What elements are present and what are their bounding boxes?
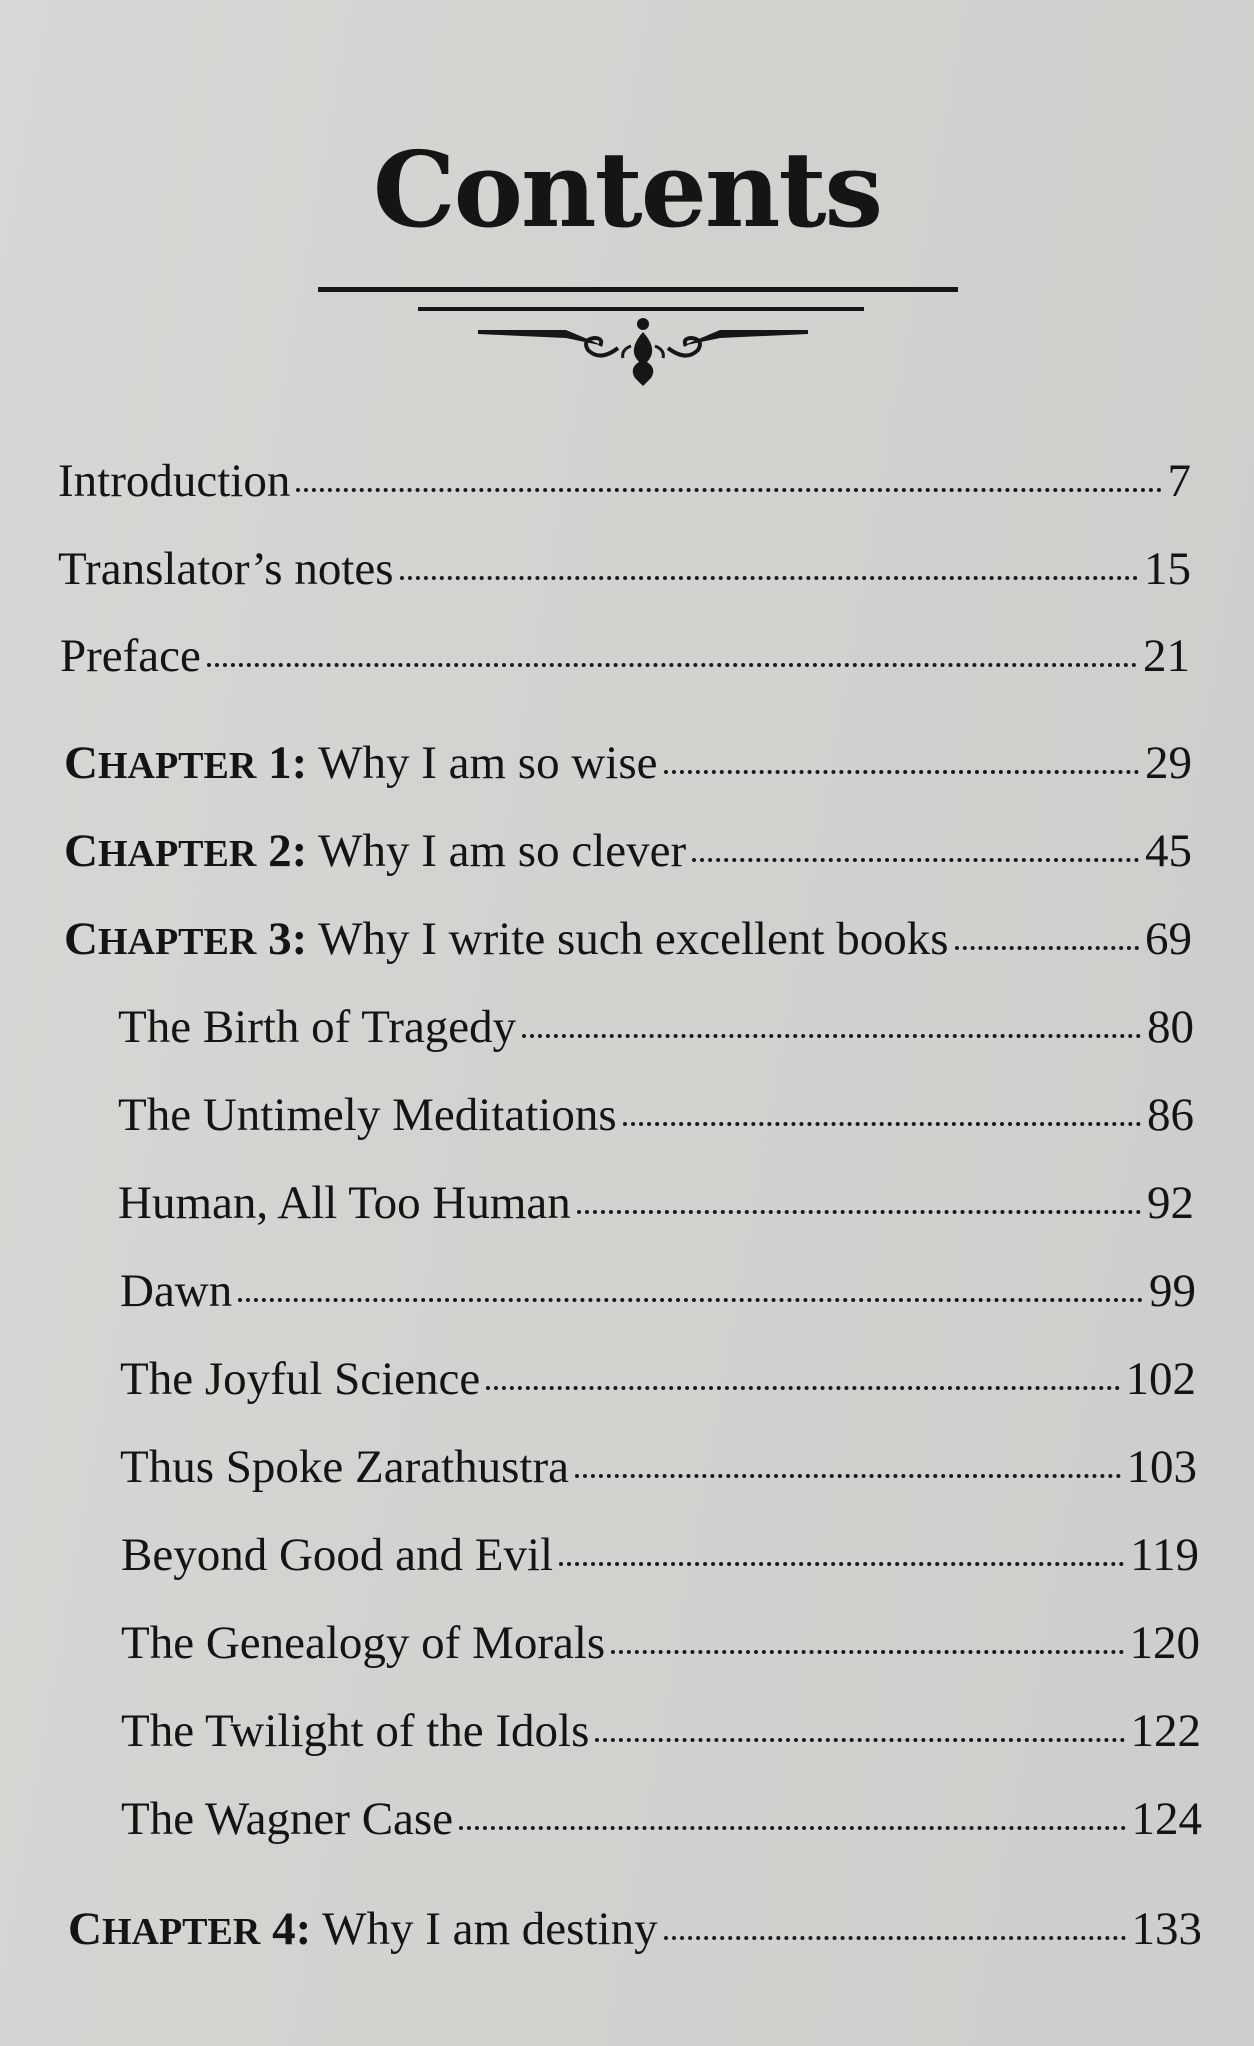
dot-leader bbox=[664, 770, 1140, 774]
toc-entry-title: Introduction bbox=[58, 455, 291, 507]
dot-leader bbox=[559, 1562, 1124, 1566]
dot-leader bbox=[486, 1386, 1119, 1390]
dot-leader bbox=[577, 1210, 1141, 1214]
dot-leader bbox=[664, 1936, 1126, 1940]
toc-page-number: 122 bbox=[1130, 1705, 1201, 1757]
chapter-title: Why I am so wise bbox=[318, 737, 658, 789]
toc-page-number: 21 bbox=[1143, 630, 1190, 682]
divider-ornament-icon bbox=[318, 278, 958, 398]
toc-page-number: 92 bbox=[1147, 1177, 1194, 1229]
toc-page-number: 102 bbox=[1125, 1353, 1196, 1405]
toc-page-number: 7 bbox=[1167, 455, 1191, 507]
dot-leader bbox=[459, 1826, 1125, 1830]
toc-row-untimely-meditations[interactable] bbox=[118, 1089, 1194, 1141]
toc-entry-title: The Twilight of the Idols bbox=[121, 1705, 590, 1757]
toc-page-number: 86 bbox=[1147, 1089, 1194, 1141]
dot-leader bbox=[207, 663, 1137, 667]
dot-leader bbox=[522, 1034, 1141, 1038]
toc-entry-title: The Joyful Science bbox=[120, 1353, 481, 1405]
toc-entry-title: The Birth of Tragedy bbox=[118, 1001, 517, 1053]
toc-row-wagner-case[interactable] bbox=[121, 1793, 1202, 1845]
toc-page-number: 133 bbox=[1131, 1903, 1202, 1955]
toc-row-chapter-1[interactable] bbox=[64, 737, 1192, 789]
dot-leader bbox=[955, 946, 1139, 950]
chapter-title: Why I am destiny bbox=[322, 1903, 658, 1955]
toc-row-preface[interactable] bbox=[60, 630, 1190, 682]
chapter-prefix: CHAPTER 2: bbox=[64, 825, 308, 877]
toc-row-genealogy-of-morals[interactable] bbox=[121, 1617, 1200, 1669]
toc-entry-title: Thus Spoke Zarathustra bbox=[120, 1441, 570, 1493]
toc-page-number: 69 bbox=[1145, 913, 1192, 965]
toc-row-beyond-good-and-evil[interactable] bbox=[121, 1529, 1199, 1581]
chapter-prefix: CHAPTER 3: bbox=[64, 913, 308, 965]
toc-entry-title: The Untimely Meditations bbox=[118, 1089, 617, 1141]
toc-row-chapter-3[interactable] bbox=[64, 913, 1192, 965]
toc-row-translators-notes[interactable] bbox=[58, 543, 1191, 595]
toc-entry-title bbox=[64, 737, 658, 789]
toc-row-birth-of-tragedy[interactable] bbox=[118, 1001, 1194, 1053]
toc-entry-title: Preface bbox=[60, 630, 201, 682]
toc-row-human-all-too-human[interactable] bbox=[118, 1177, 1194, 1229]
dot-leader bbox=[692, 858, 1139, 862]
chapter-prefix: CHAPTER 1: bbox=[64, 737, 308, 789]
toc-row-chapter-2[interactable] bbox=[64, 825, 1192, 877]
toc-entry-title: Human, All Too Human bbox=[118, 1177, 571, 1229]
toc-row-thus-spoke-zarathustra[interactable] bbox=[120, 1441, 1197, 1493]
toc-entry-title: Beyond Good and Evil bbox=[121, 1529, 554, 1581]
toc-page-number: 45 bbox=[1145, 825, 1192, 877]
dot-leader bbox=[623, 1122, 1141, 1126]
toc-entry-title: Translator’s notes bbox=[58, 543, 394, 595]
dot-leader bbox=[595, 1738, 1124, 1742]
toc-row-twilight-of-the-idols[interactable] bbox=[121, 1705, 1201, 1757]
toc-entry-title: Dawn bbox=[120, 1265, 233, 1317]
toc-page-number: 99 bbox=[1149, 1265, 1196, 1317]
toc-entry-title bbox=[64, 825, 687, 877]
toc-row-introduction[interactable] bbox=[58, 455, 1191, 507]
dot-leader bbox=[400, 576, 1138, 580]
toc-entry-title bbox=[68, 1903, 658, 1955]
toc-page-number: 80 bbox=[1147, 1001, 1194, 1053]
toc-row-dawn[interactable] bbox=[120, 1265, 1196, 1317]
toc-entry-title: The Wagner Case bbox=[121, 1793, 454, 1845]
toc-entry-title bbox=[64, 913, 949, 965]
page-title: Contents bbox=[372, 128, 882, 251]
chapter-prefix: CHAPTER 4: bbox=[68, 1903, 312, 1955]
dot-leader bbox=[611, 1650, 1123, 1654]
dot-leader bbox=[238, 1298, 1143, 1302]
toc-page-number: 29 bbox=[1145, 737, 1192, 789]
toc-page-number: 120 bbox=[1129, 1617, 1200, 1669]
dot-leader bbox=[575, 1474, 1120, 1478]
chapter-title: Why I write such excellent books bbox=[318, 913, 949, 965]
toc-page-number: 124 bbox=[1131, 1793, 1202, 1845]
dot-leader bbox=[296, 488, 1161, 492]
toc-page-number: 15 bbox=[1144, 543, 1191, 595]
toc-page-number: 103 bbox=[1126, 1441, 1197, 1493]
toc-entry-title: The Genealogy of Morals bbox=[121, 1617, 606, 1669]
toc-page-number: 119 bbox=[1130, 1529, 1199, 1581]
toc-row-joyful-science[interactable] bbox=[120, 1353, 1196, 1405]
chapter-title: Why I am so clever bbox=[318, 825, 687, 877]
toc-row-chapter-4[interactable] bbox=[68, 1903, 1202, 1955]
